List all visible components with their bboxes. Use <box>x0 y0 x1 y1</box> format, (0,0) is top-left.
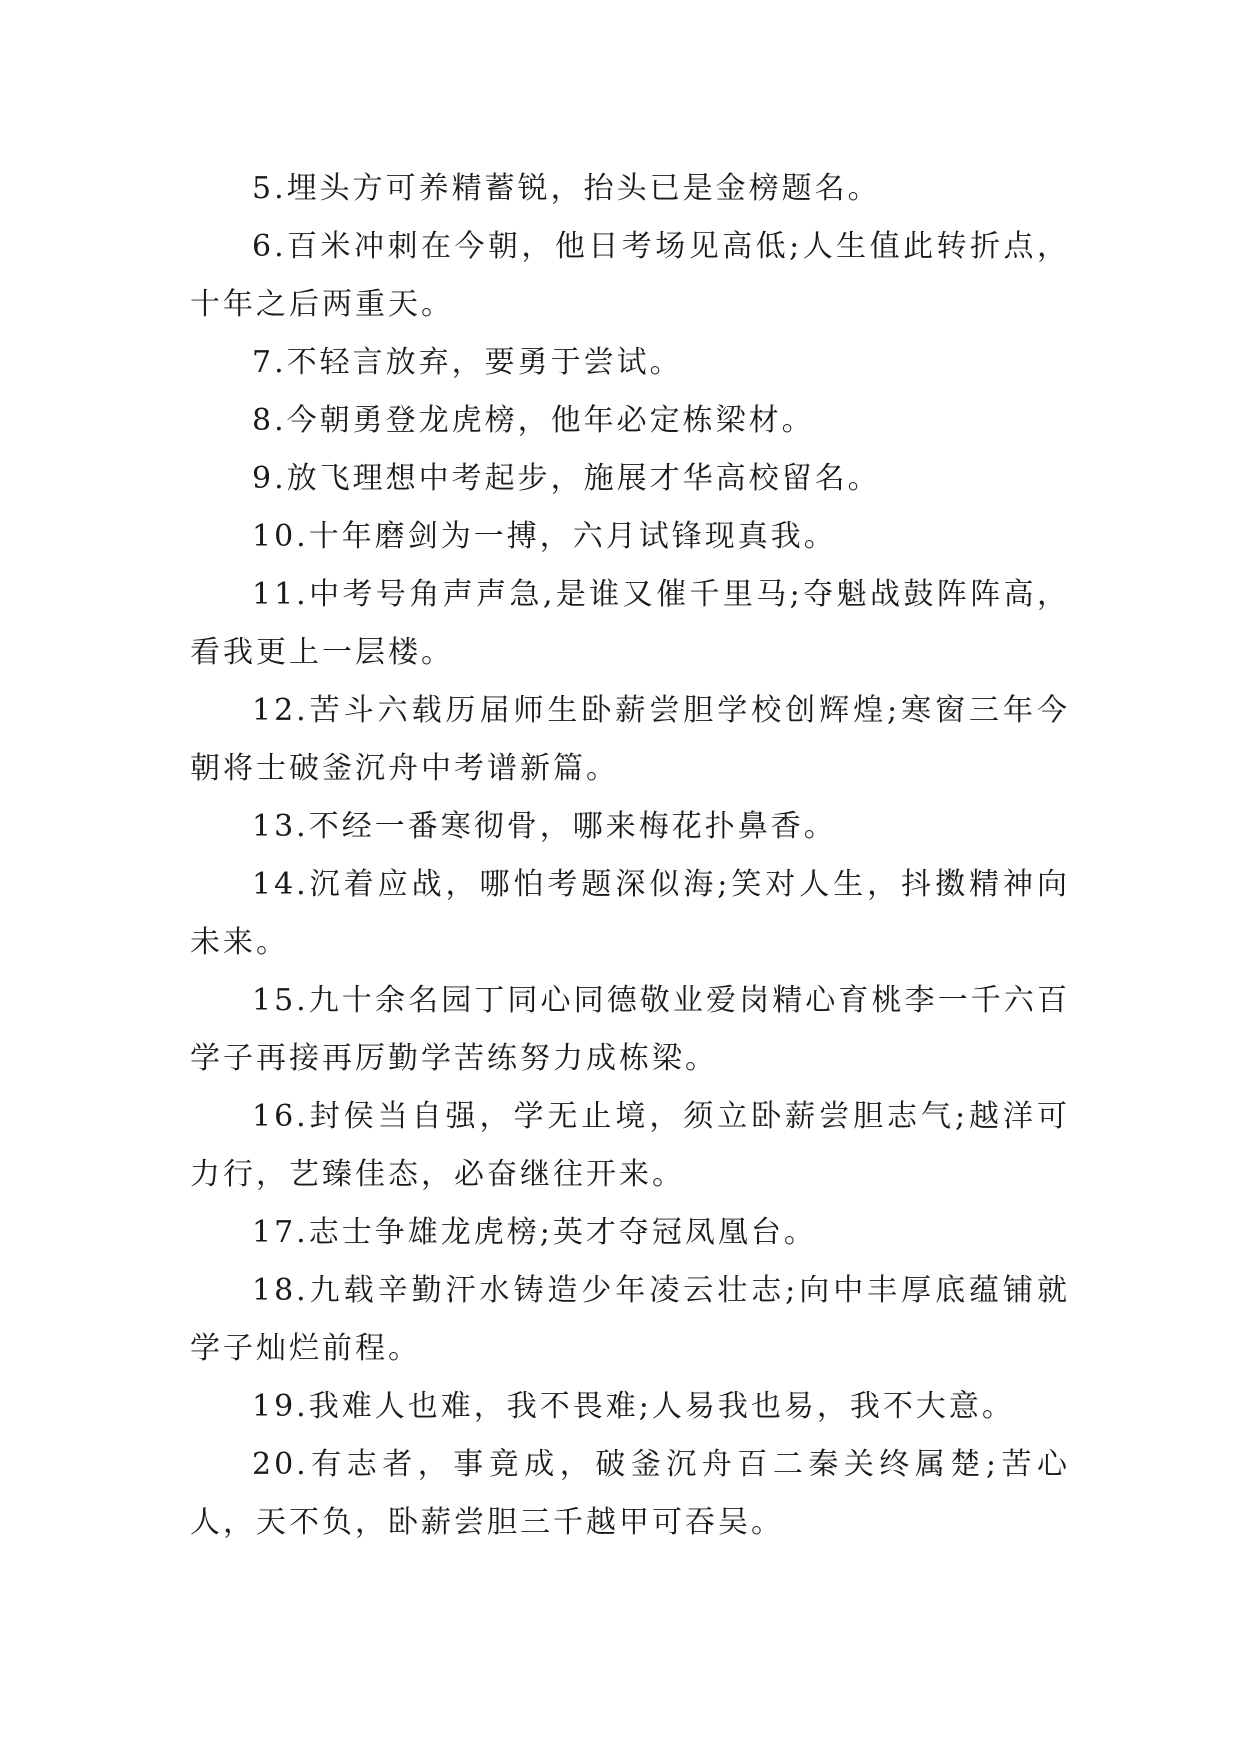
paragraph-18: 18.九载辛勤汗水铸造少年凌云壮志;向中丰厚底蕴铺就学子灿烂前程。 <box>190 1273 1070 1366</box>
paragraph-10: 10.十年磨剑为一搏，六月试锋现真我。 <box>252 519 837 554</box>
paragraph-11: 11.中考号角声声急,是谁又催千里马;夺魁战鼓阵阵高，看我更上一层楼。 <box>190 577 1070 670</box>
paragraph-6: 6.百米冲刺在今朝，他日考场见高低;人生值此转折点，十年之后两重天。 <box>190 229 1070 322</box>
document-body <box>190 160 1070 1552</box>
paragraph-19: 19.我难人也难，我不畏难;人易我也易，我不大意。 <box>252 1389 1015 1424</box>
paragraph-8: 8.今朝勇登龙虎榜，他年必定栋梁材。 <box>252 403 815 438</box>
paragraph-9: 9.放飞理想中考起步，施展才华高校留名。 <box>252 461 881 496</box>
paragraph-13: 13.不经一番寒彻骨，哪来梅花扑鼻香。 <box>252 809 837 844</box>
paragraph-12: 12.苦斗六载历届师生卧薪尝胆学校创辉煌;寒窗三年今朝将士破釜沉舟中考谱新篇。 <box>190 693 1070 786</box>
paragraph-15: 15.九十余名园丁同心同德敬业爱岗精心育桃李一千六百学子再接再厉勤学苦练努力成栋梁。 <box>190 983 1070 1076</box>
paragraph-17: 17.志士争雄龙虎榜;英才夺冠凤凰台。 <box>252 1215 817 1250</box>
paragraph-20: 20.有志者，事竟成，破釜沉舟百二秦关终属楚;苦心人，天不负，卧薪尝胆三千越甲可吞吴。 <box>190 1447 1070 1540</box>
paragraph-14: 14.沉着应战，哪怕考题深似海;笑对人生，抖擞精神向未来。 <box>190 867 1070 960</box>
paragraph-5: 5.埋头方可养精蓄锐，抬头已是金榜题名。 <box>252 171 881 206</box>
paragraph-7: 7.不轻言放弃，要勇于尝试。 <box>252 345 683 380</box>
paragraph-16: 16.封侯当自强，学无止境，须立卧薪尝胆志气;越洋可力行，艺臻佳态，必奋继往开来。 <box>190 1099 1070 1192</box>
